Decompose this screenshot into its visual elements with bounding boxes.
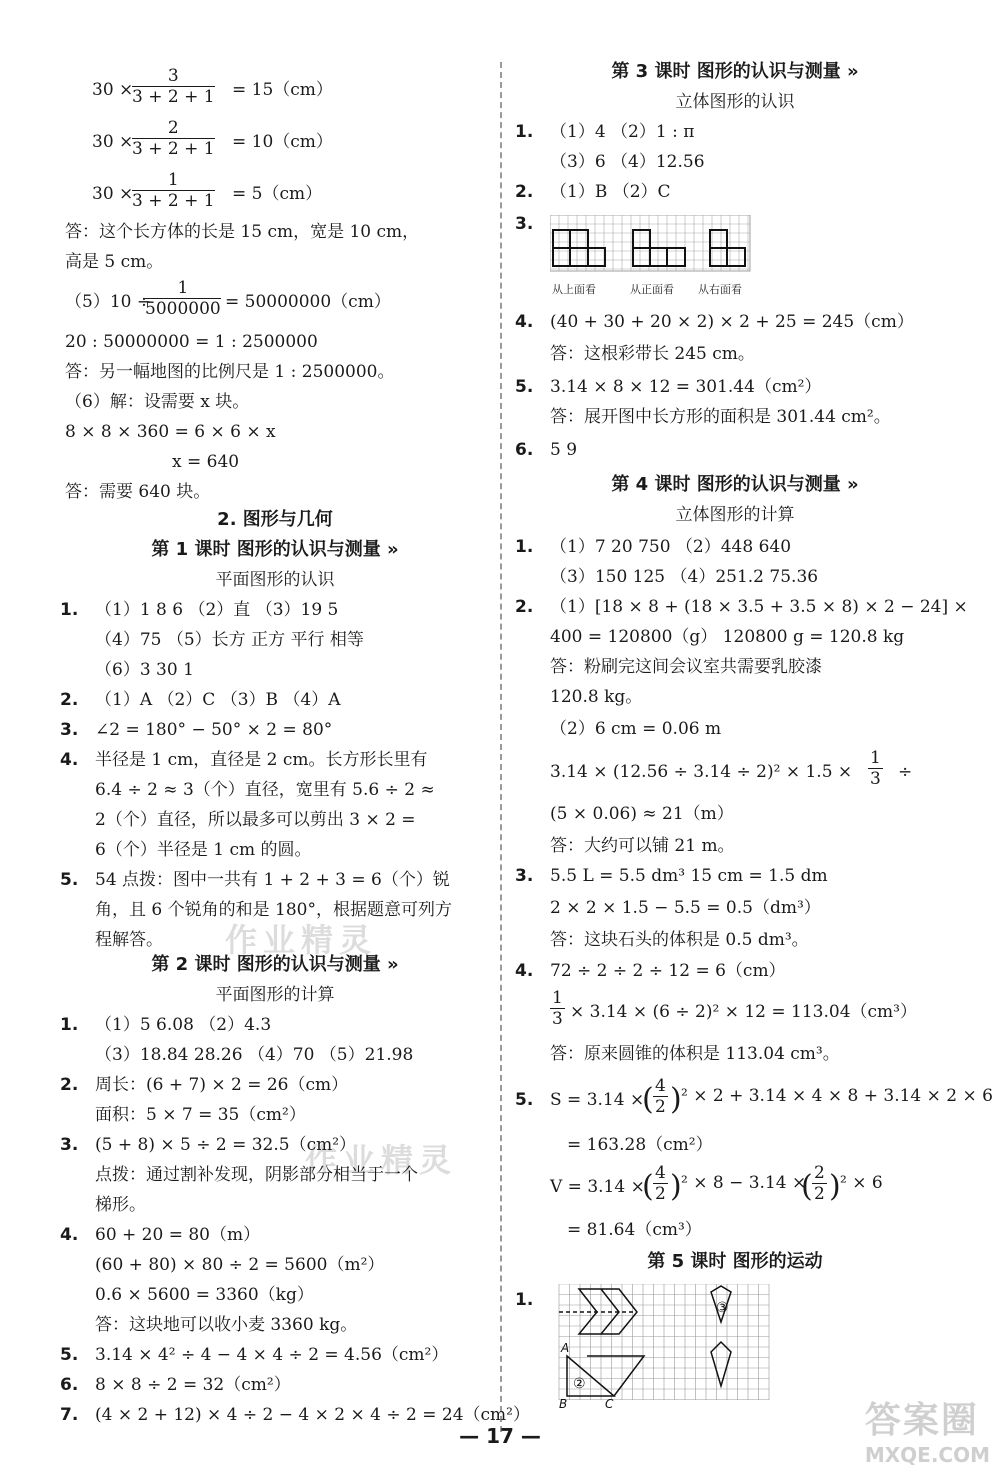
three-view-drawings xyxy=(550,215,760,300)
site-logo: 答案圈 MXQE.COM xyxy=(864,1400,990,1467)
answer-line: 梯形。 xyxy=(95,1195,146,1215)
equation-line: 8 × 8 × 360 = 6 × 6 × x xyxy=(65,422,276,442)
point-label: B xyxy=(559,1397,568,1411)
answer-line: (60 + 80) × 80 ÷ 2 = 5600（m²） xyxy=(95,1255,385,1275)
answer-line: （1）A （2）C （3）B （4）A xyxy=(95,690,341,710)
transformation-grid xyxy=(549,1284,779,1414)
lesson-subtitle: 立体图形的计算 xyxy=(675,505,795,525)
kite-shape-2 xyxy=(711,1342,731,1386)
answer-line: 答：展开图中长方形的面积是 301.44 cm²。 xyxy=(550,407,891,427)
answer-line: 高是 5 cm。 xyxy=(65,252,164,272)
answer-line: 答：原来圆锥的体积是 113.04 cm³。 xyxy=(550,1044,840,1064)
answer-line: (40 + 30 + 20 × 2) × 2 + 25 = 245（cm） xyxy=(550,312,914,332)
item-number: 6. xyxy=(60,1375,79,1395)
answer-line: 120.8 kg。 xyxy=(550,687,643,707)
answer-line: 5.5 L = 5.5 dm³ 15 cm = 1.5 dm xyxy=(550,866,828,886)
answer-line: 8 × 8 ÷ 2 = 32（cm²） xyxy=(95,1375,291,1395)
item-number: 5. xyxy=(515,377,534,397)
answer-line: 60 + 20 = 80（m） xyxy=(95,1225,261,1245)
top-view-shape xyxy=(553,230,605,266)
point-label: C xyxy=(605,1397,614,1411)
answer-line: （1）4 （2）1 : π xyxy=(550,122,695,142)
item-number: 1. xyxy=(515,537,534,557)
answer-line: （6）3 30 1 xyxy=(95,660,194,680)
answer-line: = 81.64（cm³） xyxy=(567,1220,702,1240)
answer-line: （1）5 6.08 （2）4.3 xyxy=(95,1015,272,1035)
column-divider xyxy=(500,62,502,1432)
answer-line: 角，且 6 个锐角的和是 180°，根据题意可列方 xyxy=(95,900,452,920)
page-number: — 17 — xyxy=(459,1424,541,1448)
item-number: 1. xyxy=(60,600,79,620)
answer-line: 6（个）半径是 1 cm 的圆。 xyxy=(95,840,312,860)
point-label: A xyxy=(561,1341,570,1355)
item-number: 4. xyxy=(60,1225,79,1245)
answer-line: 54 点拨：图中一共有 1 + 2 + 3 = 6（个）锐 xyxy=(95,870,450,890)
solution-line: （6）解：设需要 x 块。 xyxy=(65,392,250,412)
answer-line: 点拨：通过割补发现，阴影部分相当于一个 xyxy=(95,1165,418,1185)
answer-line: 答：另一幅地图的比例尺是 1 : 2500000。 xyxy=(65,362,395,382)
fraction: $\frac{4}{2}$ xyxy=(655,1163,666,1204)
answer-line: （2）6 cm = 0.06 m xyxy=(550,719,722,739)
equation-line: 20 : 50000000 = 1 : 2500000 xyxy=(65,332,318,352)
lesson-subtitle: 平面图形的计算 xyxy=(215,985,335,1005)
item-number: 7. xyxy=(60,1405,79,1425)
view-label: 从正面看 xyxy=(630,283,674,296)
answer-line: 3.14 × 8 × 12 = 301.44（cm²） xyxy=(550,377,822,397)
answer-line: 答：这块地可以收小麦 3360 kg。 xyxy=(95,1315,358,1335)
item-number: 5. xyxy=(60,1345,79,1365)
answer-line: 400 = 120800（g） 120800 g = 120.8 kg xyxy=(550,627,905,647)
item-number: 1. xyxy=(515,122,534,142)
shape-label: ② xyxy=(573,1376,586,1392)
answer-line: （3）6 （4）12.56 xyxy=(550,152,705,172)
item-number: 1. xyxy=(60,1015,79,1035)
answer-line: 面积：5 × 7 = 35（cm²） xyxy=(95,1105,306,1125)
answer-line: 72 ÷ 2 ÷ 2 ÷ 12 = 6（cm） xyxy=(550,961,786,981)
fraction: $\frac{2}{3 + 2 + 1}$ xyxy=(132,118,215,159)
answer-line: (4 × 2 + 12) × 4 ÷ 2 − 4 × 2 × 4 ÷ 2 = 24（cm²） xyxy=(95,1405,530,1425)
lesson-title: 第 2 课时 图形的认识与测量 » xyxy=(151,954,399,975)
item-number: 4. xyxy=(515,312,534,332)
answer-line: 半径是 1 cm，直径是 2 cm。长方形长里有 xyxy=(95,750,428,770)
view-label: 从右面看 xyxy=(698,283,742,296)
front-view-shape xyxy=(633,230,685,266)
item-number: 1. xyxy=(515,1290,534,1310)
lesson-subtitle: 平面图形的认识 xyxy=(215,570,335,590)
fraction: $\frac{1}{3}$ xyxy=(552,988,563,1029)
item-number: 2. xyxy=(515,182,534,202)
fraction: $\frac{1}{3}$ xyxy=(870,748,881,789)
answer-line: 答：需要 640 块。 xyxy=(65,482,211,502)
lesson-title: 第 3 课时 图形的认识与测量 » xyxy=(611,61,859,82)
item-number: 3. xyxy=(515,214,534,234)
answer-line: （1）1 8 6 （2）直 （3）19 5 xyxy=(95,600,339,620)
lesson-title: 第 5 课时 图形的运动 xyxy=(647,1251,823,1272)
answer-line: （1）7 20 750 （2）448 640 xyxy=(550,537,792,557)
answer-line: （3）150 125 （4）251.2 75.36 xyxy=(550,567,819,587)
answer-line: 5 9 xyxy=(550,440,578,460)
fraction: $\frac{1}{3 + 2 + 1}$ xyxy=(132,170,215,211)
item-number: 5. xyxy=(60,870,79,890)
fraction: $\frac{3}{3 + 2 + 1}$ xyxy=(132,66,215,107)
answer-line: （3）18.84 28.26 （4）70 （5）21.98 xyxy=(95,1045,414,1065)
fraction: $\frac{1}{5000000}$ xyxy=(145,278,221,319)
item-number: 2. xyxy=(60,1075,79,1095)
answer-line: 答：这个长方体的长是 15 cm，宽是 10 cm， xyxy=(65,222,420,242)
lesson-title: 第 4 课时 图形的认识与测量 » xyxy=(611,474,859,495)
fraction: $\frac{4}{2}$ xyxy=(655,1076,666,1117)
answer-line: (5 × 0.06) ≈ 21（m） xyxy=(550,804,734,824)
equation-line: x = 640 xyxy=(172,452,240,472)
answer-line: 0.6 × 5600 = 3360（kg） xyxy=(95,1285,314,1305)
item-number: 3. xyxy=(515,866,534,886)
item-number: 4. xyxy=(60,750,79,770)
answer-line: 2（个）直径，所以最多可以剪出 3 × 2 = xyxy=(95,810,416,830)
answer-line: 3.14 × 4² ÷ 4 − 4 × 4 ÷ 2 = 4.56（cm²） xyxy=(95,1345,449,1365)
lesson-subtitle: 立体图形的认识 xyxy=(675,92,795,112)
right-view-shape xyxy=(710,230,745,266)
section-heading: 2. 图形与几何 xyxy=(217,509,333,530)
answer-line: 周长：(6 + 7) × 2 = 26（cm） xyxy=(95,1075,349,1095)
view-label: 从上面看 xyxy=(552,283,596,296)
answer-line: （1）[18 × 8 + (18 × 3.5 + 3.5 × 8) × 2 − 24] × xyxy=(550,597,968,617)
fraction: $\frac{2}{2}$ xyxy=(814,1163,825,1204)
answer-line: = 163.28（cm²） xyxy=(567,1135,713,1155)
watermark: 作业精灵 xyxy=(225,921,378,959)
watermark: 作业精灵 xyxy=(305,1141,458,1179)
answer-line: 答：这块石头的体积是 0.5 dm³。 xyxy=(550,930,809,950)
answer-line: 答：粉刷完这间会议室共需要乳胶漆 xyxy=(550,657,822,677)
answer-line: （4）75 （5）长方 正方 平行 相等 xyxy=(95,630,364,650)
item-number: 5. xyxy=(515,1090,534,1110)
answer-line: 答：大约可以铺 21 m。 xyxy=(550,836,735,856)
answer-line: 6.4 ÷ 2 ≈ 3（个）直径，宽里有 5.6 ÷ 2 ≈ xyxy=(95,780,435,800)
lesson-title: 第 1 课时 图形的认识与测量 » xyxy=(151,539,399,560)
item-number: 4. xyxy=(515,961,534,981)
answer-line: 答：这根彩带长 245 cm。 xyxy=(550,344,755,364)
shape-label: ③ xyxy=(716,1300,729,1316)
answer-line: ∠2 = 180° − 50° × 2 = 80° xyxy=(95,720,333,740)
item-number: 3. xyxy=(60,1135,79,1155)
answer-line: （1）B （2）C xyxy=(550,182,671,202)
item-number: 3. xyxy=(60,720,79,740)
answer-line: 2 × 2 × 1.5 − 5.5 = 0.5（dm³） xyxy=(550,898,821,918)
answer-line: (5 + 8) × 5 ÷ 2 = 32.5（cm²） xyxy=(95,1135,357,1155)
answer-line: 程解答。 xyxy=(95,930,163,950)
item-number: 2. xyxy=(60,690,79,710)
item-number: 6. xyxy=(515,440,534,460)
item-number: 2. xyxy=(515,597,534,617)
